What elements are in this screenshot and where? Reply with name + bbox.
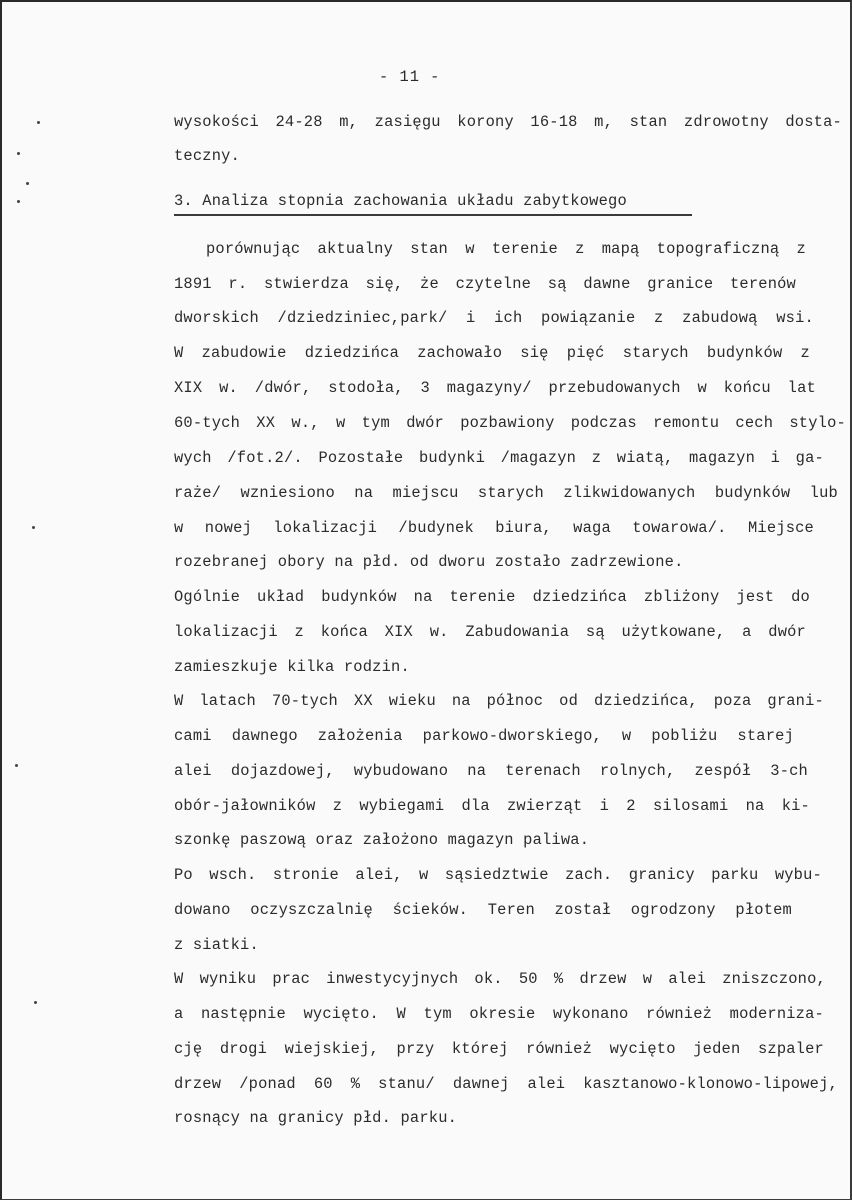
text-line: Po wsch. stronie alei, w sąsiedztwie zach. granicy parku wybu- [174,866,822,884]
text-line: teczny. [174,147,241,165]
text-line: dowano oczyszczalnię ścieków. Teren został ogrodzony płotem [174,901,792,919]
text-line: raże/ wzniesiono na miejscu starych zlikwidowanych budynków lub [174,484,838,502]
text-line: rosnący na granicy płd. parku. [174,1109,458,1127]
text-line: alei dojazdowej, wybudowano na terenach rolnych, zespół 3-ch [174,762,808,780]
text-line: dworskich /dziedziniec,park/ i ich powiązanie z zabudową wsi. [174,309,814,327]
text-line: wysokości 24-28 m, zasięgu korony 16-18 m, stan zdrowotny dosta- [174,113,842,131]
scan-speck [37,121,40,124]
scan-speck [32,526,35,529]
text-line: wych /fot.2/. Pozostałe budynki /magazyn z wiatą, magazyn i ga- [174,449,824,467]
text-line: cami dawnego założenia parkowo-dworskiego, w pobliżu starej [174,727,794,745]
text-line: drzew /ponad 60 % stanu/ dawnej alei kasztanowo-klonowo-lipowej, [174,1075,838,1093]
scan-speck [34,1001,37,1004]
text-line: porównując aktualny stan w terenie z mapą topograficzną z [206,240,806,258]
heading-underline [174,214,692,216]
text-line: 1891 r. stwierdza się, że czytelne są dawne granice terenów [174,275,796,293]
scan-speck [17,152,20,155]
text-line: lokalizacji z końca XIX w. Zabudowania są użytkowane, a dwór [174,623,806,641]
scan-speck [26,182,29,185]
page-number: - 11 - [379,68,441,86]
text-line: Ogólnie układ budynków na terenie dziedzińca zbliżony jest do [174,588,810,606]
text-line: rozebranej obory na płd. od dworu zostało zadrzewione. [174,553,684,571]
scan-speck [17,200,20,203]
text-line: cję drogi wiejskiej, przy której również wycięto jeden szpaler [174,1040,824,1058]
scan-speck [15,764,18,767]
text-line: XIX w. /dwór, stodoła, 3 magazyny/ przebudowanych w końcu lat [174,379,816,397]
text-line: z siatki. [174,936,259,954]
section-heading: 3. Analiza stopnia zachowania układu zabytkowego [174,192,627,210]
text-line: W wyniku prac inwestycyjnych ok. 50 % drzew w alei zniszczono, [174,970,826,988]
text-line: zamieszkuje kilka rodzin. [174,658,410,676]
text-line: w nowej lokalizacji /budynek biura, waga towarowa/. Miejsce [174,519,814,537]
text-line: szonkę paszową oraz założono magazyn paliwa. [174,831,590,849]
text-line: W latach 70-tych XX wieku na północ od dziedzińca, poza grani- [174,692,824,710]
text-line: a następnie wycięto. W tym okresie wykonano również moderniza- [174,1005,824,1023]
text-line: obór-jałowników z wybiegami dla zwierząt i 2 silosami na ki- [174,797,810,815]
text-line: 60-tych XX w., w tym dwór pozbawiony podczas remontu cech stylo- [174,414,846,432]
text-line: W zabudowie dziedzińca zachowało się pięć starych budynków z [174,344,810,362]
